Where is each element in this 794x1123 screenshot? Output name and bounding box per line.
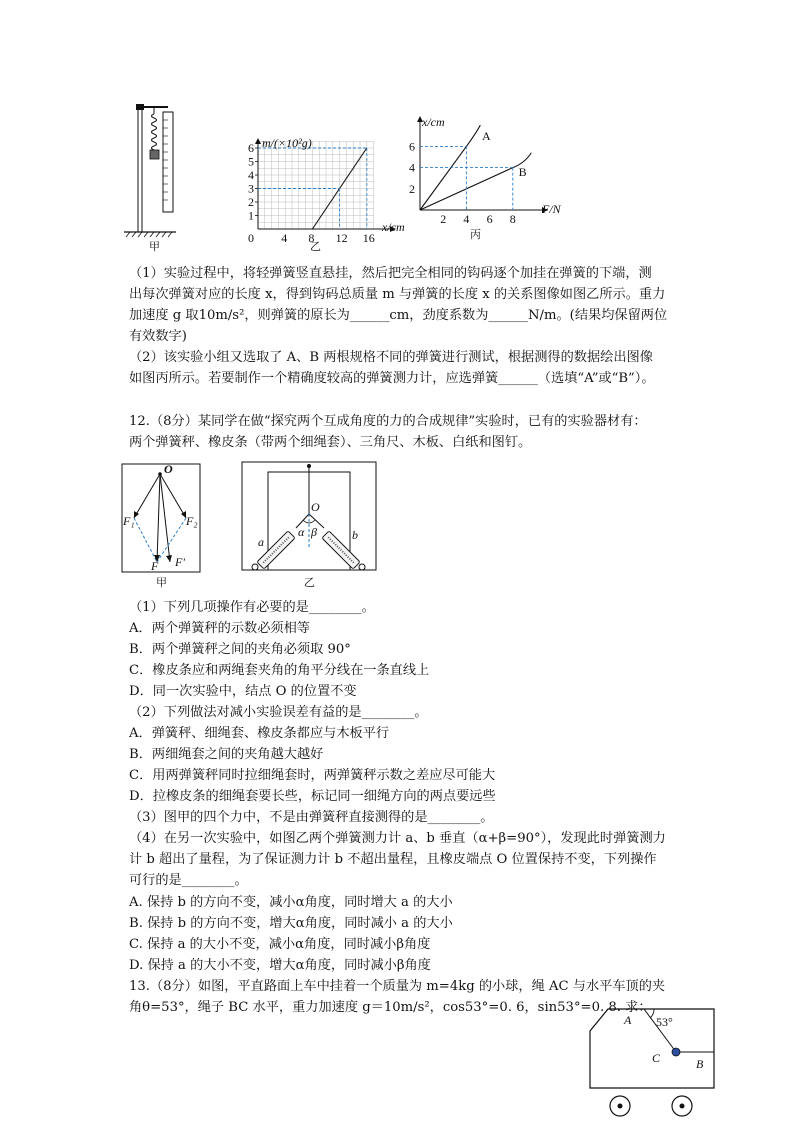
- bing-label-B: B: [518, 165, 527, 180]
- bing-ylabel: x/cm: [422, 115, 445, 129]
- f12-yi-a: a: [258, 535, 264, 549]
- q12-sub1: （1）下列几项操作有必要的是________。: [129, 600, 375, 615]
- f12-yi-beta: β: [311, 525, 317, 539]
- f12-yi-b: b: [352, 528, 358, 542]
- q11-part1-line2: 出每次弹簧对应的长度 x，得到钩码总质量 m 与弹簧的长度 x 的关系图像如图乙所示。重力: [129, 287, 666, 302]
- q11-part1-line4: 有效数字): [129, 329, 187, 344]
- q11-part2-line1: （2）该实验小组又选取了 A、B 两根规格不同的弹簧进行测试，根据测得的数据绘出图像: [129, 350, 653, 365]
- bing-caption: 丙: [470, 228, 481, 241]
- chart-bing: [402, 112, 582, 242]
- f12-yi-O: O: [311, 500, 320, 514]
- yi-x-tick: 4: [281, 231, 288, 245]
- chart-yi: [240, 138, 410, 253]
- q12-sub4-line2: 计 b 超出了量程，为了保证测力计 b 不超出量程，且橡皮端点 O 位置保持不变，下列操作: [129, 852, 657, 867]
- yi-ylabel: m/(×10²g): [262, 136, 312, 150]
- yi-y-tick: 2: [248, 195, 254, 209]
- bing-xlabel: F/N: [542, 202, 561, 216]
- q12-sub4-line1: （4）在另一次实验中，如图乙两个弹簧测力计 a、b 垂直（α+β=90°），发现此时弹簧测力: [129, 831, 666, 846]
- q12-sub2-option-a: A．弹簧秤、细绳套、橡皮条都应与木板平行: [129, 726, 390, 741]
- bing-x-tick: 4: [463, 212, 470, 226]
- q12-sub1-option-c: C．橡皮条应和两绳套夹角的角平分线在一条直线上: [129, 663, 430, 678]
- figure-13-car: [586, 1006, 716, 1118]
- q12-sub2-option-d: D．拉橡皮条的细绳套要长些，标记同一细绳方向的两点要远些: [129, 789, 496, 804]
- q12-intro-line2: 两个弹簧秤、橡皮条（带两个细绳套）、三角尺、木板、白纸和图钉。: [129, 435, 532, 450]
- yi-caption: 乙: [310, 240, 321, 253]
- q12-intro-line1: 12.（8分）某同学在做“探究两个互成角度的力的合成规律”实验时，已有的实验器材有：: [129, 414, 647, 429]
- q12-sub2: （2）下列做法对减小实验误差有益的是________。: [129, 705, 428, 720]
- q11-part2-line2: 如图丙所示。若要制作一个精确度较高的弹簧测力计，应选弹簧______（选填“A”或“B”）。: [129, 371, 655, 386]
- bing-label-A: A: [482, 129, 491, 144]
- q12-sub2-option-c: C．用两弹簧秤同时拉细绳套时，两弹簧秤示数之差应尽可能大: [129, 768, 496, 783]
- q12-sub4-option-a: A. 保持 b 的方向不变，减小α角度，同时增大 a 的大小: [129, 895, 453, 910]
- yi-xlabel: x/cm: [382, 220, 405, 234]
- q12-sub4-option-b: B. 保持 b 的方向不变，增大α角度，同时减小 a 的大小: [129, 916, 453, 931]
- f13-label-C: C: [652, 1051, 661, 1065]
- bing-y-tick: 6: [409, 139, 415, 154]
- bing-x-tick: 8: [509, 212, 516, 226]
- f13-angle-label: 53°: [656, 1015, 673, 1029]
- q12-sub1-option-b: B．两个弹簧秤之间的夹角必须取 90°: [129, 642, 351, 657]
- f13-label-B: B: [696, 1057, 704, 1071]
- f12-yi-alpha: α: [298, 525, 305, 539]
- yi-y-tick: 6: [248, 141, 254, 155]
- yi-x-tick: 0: [248, 231, 254, 245]
- jia-caption: 甲: [149, 240, 160, 253]
- bing-y-tick: 4: [409, 160, 415, 175]
- yi-y-tick: 5: [248, 154, 254, 169]
- yi-x-tick: 8: [308, 231, 315, 245]
- q12-sub4-line3: 可行的是________。: [129, 873, 248, 888]
- figure-12-yi-spring-scales: [240, 458, 380, 590]
- yi-y-tick: 3: [248, 181, 254, 196]
- f12-jia-F: F: [151, 559, 159, 573]
- yi-y-tick: 4: [248, 168, 254, 182]
- f12-yi-caption: 乙: [304, 576, 315, 589]
- figure-12-jia-force-parallelogram: [120, 462, 205, 592]
- q13-line2: 角θ=53°，绳子 BC 水平，重力加速度 g＝10m/s²，cos53°=0. 6，sin53°=0. 8. 求：: [129, 1000, 652, 1015]
- q12-sub3: （3）图甲的四个力中，不是由弹簧秤直接测得的是________。: [129, 810, 494, 825]
- yi-x-tick: 16: [362, 231, 375, 245]
- q11-part1-line3: 加速度 g 取10m/s²，则弹簧的原长为______cm，劲度系数为______N/m。(结果均保留两位: [129, 308, 668, 323]
- figure-jia-spring-stand: [120, 100, 190, 260]
- bing-series-B: [420, 153, 531, 210]
- f12-jia-Fprime: F': [175, 555, 185, 569]
- f12-jia-caption: 甲: [156, 576, 167, 589]
- q12-sub1-option-d: D．同一次实验中，结点 O 的位置不变: [129, 684, 357, 699]
- q11-part1-line1: （1）实验过程中，将轻弹簧竖直悬挂，然后把完全相同的钩码逐个加挂在弹簧的下端，测: [129, 266, 652, 281]
- f12-jia-F1: F₁: [123, 514, 135, 528]
- q12-sub4-option-d: D. 保持 a 的大小不变，增大α角度，同时减小β角度: [129, 958, 431, 973]
- bing-y-tick: 2: [409, 181, 415, 196]
- f12-jia-F2: F₂: [186, 514, 198, 528]
- q13-line1: 13.（8分）如图，平直路面上车中挂着一个质量为 m=4kg 的小球，绳 AC 与水平车顶的夹: [129, 979, 666, 994]
- q12-sub2-option-b: B．两细绳套之间的夹角越大越好: [129, 747, 324, 762]
- yi-x-tick: 12: [335, 231, 348, 245]
- bing-x-tick: 2: [440, 212, 447, 226]
- q12-sub1-option-a: A．两个弹簧秤的示数必须相等: [129, 621, 310, 636]
- q12-sub4-option-c: C. 保持 a 的大小不变，减小α角度，同时减小β角度: [129, 937, 431, 952]
- f12-jia-O: O: [164, 462, 173, 476]
- bing-x-tick: 6: [486, 212, 493, 226]
- f13-label-A: A: [624, 1013, 632, 1027]
- yi-y-tick: 1: [248, 208, 254, 223]
